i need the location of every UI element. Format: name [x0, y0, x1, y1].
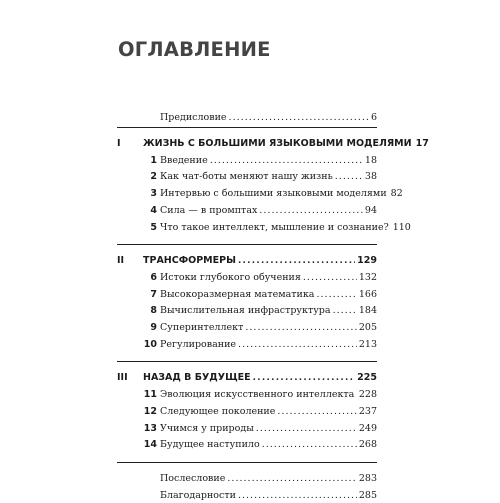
- entry-title: Вычислительная инфраструктура: [160, 305, 331, 317]
- toc-part-2: [0, 254, 500, 268]
- toc-part-3: [0, 371, 500, 385]
- toc-chapter-14: [0, 438, 500, 452]
- page-number: 213: [358, 338, 377, 350]
- page-number: 225: [357, 372, 377, 384]
- chapter-number: 10: [143, 338, 157, 350]
- part-number: I: [117, 138, 121, 149]
- page-number: 268: [358, 439, 377, 451]
- dot-leader: [303, 271, 357, 285]
- toc-chapter-4: [0, 204, 500, 218]
- toc-chapter-13: [0, 422, 500, 436]
- dot-leader: [210, 154, 363, 168]
- page-number: 132: [358, 271, 377, 283]
- chapter-number: 5: [150, 221, 157, 233]
- page-number: 129: [357, 255, 377, 267]
- toc-chapter-5: [0, 221, 500, 235]
- chapter-number: 3: [150, 188, 157, 200]
- part-number: III: [117, 372, 128, 384]
- chapter-number: 13: [143, 422, 157, 434]
- dot-leader: [256, 422, 357, 436]
- entry-title: Истоки глубокого обучения: [160, 271, 301, 283]
- part-title: ТРАНСФОРМЕРЫ: [143, 255, 236, 267]
- page-number: 6: [370, 112, 377, 123]
- toc-chapter-8: [0, 304, 500, 318]
- toc-entry-preface: [0, 111, 500, 125]
- toc-chapter-1: [0, 154, 500, 168]
- toc-chapter-3: [0, 187, 500, 201]
- toc-entry-backmatter-1: [0, 472, 500, 486]
- dot-leader: [238, 489, 357, 503]
- page-number: 17: [415, 138, 429, 149]
- entry-title: Регулирование: [160, 338, 237, 350]
- dot-leader: [245, 321, 357, 335]
- page-number: 205: [358, 322, 377, 333]
- section-divider: [117, 462, 377, 463]
- chapter-number: 7: [150, 288, 157, 300]
- part-title: НАЗАД В БУДУЩЕЕ: [143, 372, 251, 384]
- entry-title: Введение: [160, 154, 208, 166]
- entry-title: Послесловие: [160, 472, 226, 484]
- entry-title: Предисловие: [160, 112, 227, 123]
- entry-title: Как чат-боты меняют нашу жизнь: [160, 171, 333, 183]
- toc-chapter-2: [0, 170, 500, 184]
- page-number: 94: [364, 204, 377, 216]
- entry-title: Будущее наступило: [160, 439, 260, 451]
- page-number: 228: [358, 389, 377, 401]
- entry-title: Суперинтеллект: [160, 322, 244, 333]
- chapter-number: 9: [150, 322, 157, 333]
- toc-chapter-9: [0, 321, 500, 335]
- dot-leader: [333, 304, 357, 318]
- chapter-number: 8: [150, 305, 157, 317]
- entry-title: Эволюция искусственного интеллекта: [160, 389, 355, 401]
- toc-chapter-7: [0, 288, 500, 302]
- entry-title: Интервью с большими языковыми моделями: [160, 188, 387, 200]
- toc-part-1: [0, 137, 500, 151]
- entry-title: Высокоразмерная математика: [160, 288, 315, 300]
- dot-leader: [316, 288, 356, 302]
- entry-title: Благодарности: [160, 489, 236, 501]
- page-number: 184: [358, 305, 377, 317]
- dot-leader: [262, 438, 357, 452]
- page-title: ОГЛАВЛЕНИЕ: [118, 38, 271, 61]
- part-number: II: [117, 255, 125, 267]
- section-divider: [117, 127, 377, 128]
- toc-chapter-10: [0, 338, 500, 352]
- dot-leader: [227, 472, 357, 486]
- toc-chapter-11: [0, 388, 500, 402]
- part-title: ЖИЗНЬ С БОЛЬШИМИ ЯЗЫКОВЫМИ МОДЕЛЯМИ: [143, 138, 412, 149]
- toc-chapter-6: [0, 271, 500, 285]
- section-divider: [117, 361, 377, 362]
- toc-entry-backmatter-2: [0, 489, 500, 503]
- page-number: 249: [358, 422, 377, 434]
- chapter-number: 11: [143, 389, 157, 401]
- dot-leader: [253, 371, 356, 385]
- toc-chapter-12: [0, 405, 500, 419]
- page-number: 82: [390, 188, 403, 200]
- entry-title: Что такое интеллект, мышление и сознание?: [160, 221, 389, 233]
- dot-leader: [259, 204, 363, 218]
- page-number: 166: [358, 288, 377, 300]
- dot-leader: [277, 405, 356, 419]
- entry-title: Учимся у природы: [160, 422, 254, 434]
- page-number: 283: [358, 472, 377, 484]
- page-number: 285: [358, 489, 377, 501]
- page-number: 110: [392, 221, 411, 233]
- entry-title: Сила — в промптах: [160, 204, 258, 216]
- dot-leader: [238, 338, 357, 352]
- chapter-number: 4: [150, 204, 157, 216]
- dot-leader: [335, 170, 363, 184]
- dot-leader: [238, 254, 355, 268]
- dot-leader: [356, 388, 357, 402]
- chapter-number: 2: [150, 171, 157, 183]
- chapter-number: 14: [143, 439, 157, 451]
- dot-leader: [229, 111, 369, 125]
- chapter-number: 12: [143, 405, 157, 417]
- chapter-number: 1: [150, 154, 157, 166]
- entry-title: Следующее поколение: [160, 405, 276, 417]
- section-divider: [117, 244, 377, 245]
- page-number: 38: [364, 171, 377, 183]
- page-number: 237: [358, 405, 377, 417]
- chapter-number: 6: [150, 271, 157, 283]
- page-number: 18: [364, 154, 377, 166]
